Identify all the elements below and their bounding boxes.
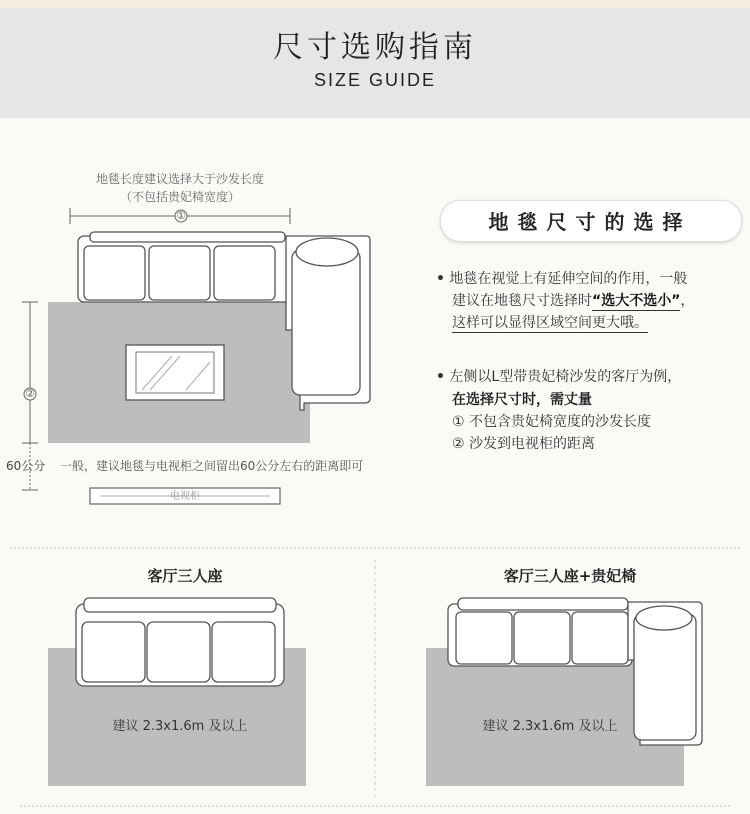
p2-line1-text: 左侧以L型带贵妃椅沙发的客厅为例， xyxy=(449,369,682,385)
chaise-recommendation: 建议 2.3x1.6m 及以上 xyxy=(482,719,618,734)
bullet-1: • xyxy=(436,271,445,287)
coffee-table-top xyxy=(126,345,224,400)
paragraph-1-line-2 xyxy=(452,290,694,310)
rug-length-annotation-note: （不包括贵妃椅宽度） xyxy=(119,190,240,204)
marker-1: ① xyxy=(176,209,186,222)
section-three-seat-title: 客厅三人座 xyxy=(147,567,223,585)
paragraph-1-line-3 xyxy=(452,312,648,332)
tv-cabinet-label: 电视柜 xyxy=(170,491,200,502)
three-seat-recommendation: 建议 2.3x1.6m 及以上 xyxy=(112,719,248,734)
p1-highlight: “选大不选小” xyxy=(592,293,681,309)
paragraph-2-line-2: 在选择尺寸时，需丈量 xyxy=(452,392,592,408)
paragraph-2-line-1 xyxy=(436,366,681,386)
section-chaise-title: 客厅三人座+贵妃椅 xyxy=(503,567,637,585)
p1-line2-prefix: 建议在地毯尺寸选择时 xyxy=(452,293,592,309)
distance-label: 60公分 xyxy=(6,459,46,473)
bullet-2: • xyxy=(436,369,445,385)
distance-note: 一般，建议地毯与电视柜之间留出60公分左右的距离即可 xyxy=(60,459,364,473)
page-subtitle: SIZE GUIDE xyxy=(313,70,436,90)
rug-length-annotation: 地毯长度建议选择大于沙发长度 xyxy=(95,172,264,186)
p1-line3-text: 这样可以显得区域空间更大哦。 xyxy=(452,315,648,331)
three-seat-sofa xyxy=(76,598,284,686)
paragraph-1-line-1 xyxy=(436,268,687,290)
marker-2: ② xyxy=(25,387,35,400)
rug-size-heading: 地毯尺寸的选择 xyxy=(488,210,692,234)
p1-line2-suffix: ， xyxy=(680,293,695,309)
p1-line1-text: 地毯在视觉上有延伸空间的作用，一般 xyxy=(449,271,688,287)
paragraph-2-line-3: ① 不包含贵妃椅宽度的沙发长度 xyxy=(452,414,652,430)
paragraph-2-line-4: ② 沙发到电视柜的距离 xyxy=(452,436,596,452)
page-title: 尺寸选购指南 xyxy=(273,30,477,65)
